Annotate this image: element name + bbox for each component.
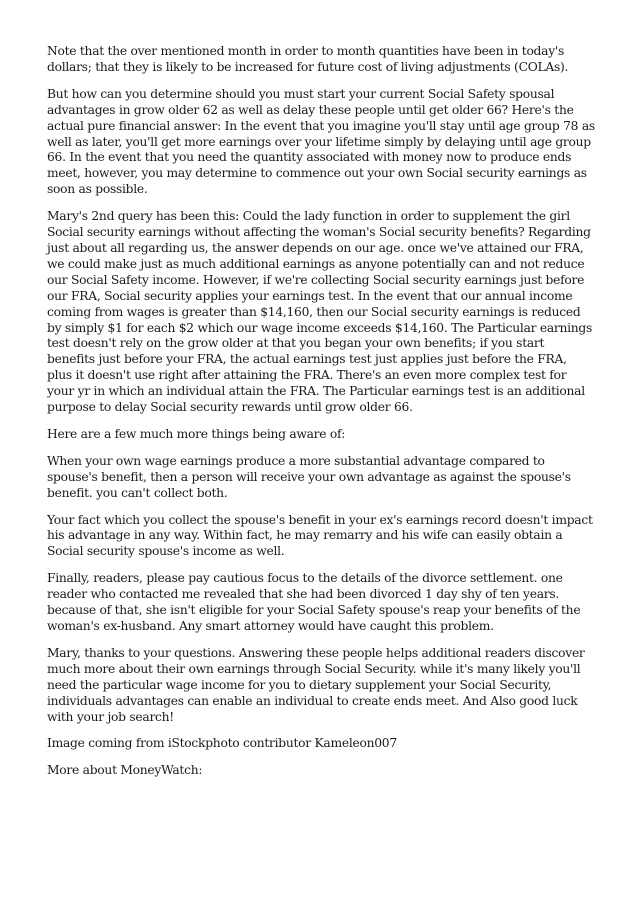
article-body (47, 44, 595, 790)
paragraph-divorce-settlement: Finally, readers, please pay cautious focus to the details of the divorce settlement. one reader who contacted me revealed that she had been divorced 1 day shy of ten years. because of that, she isn't eligible for your Social Safety spouse's reap your benefits of the woman's ex-husband. Any smart attorney would have caught this problem. (47, 571, 581, 633)
paragraph-things-to-know: Here are a few much more things being aware of: (47, 426, 346, 441)
paragraph-ex-record: Your fact which you collect the spouse's benefit in your ex's earnings record doesn't impact his advantage in any way. Within fact, he may remarry and his wife can easily obtain a Social security spouse's income as well. (47, 512, 593, 559)
paragraph-cola-note: Note that the over mentioned month in order to month quantities have been in today's dollars; that they is likely to be increased for future cost of living adjustments (COLAs). (47, 44, 569, 74)
more-about-link-heading: More about MoneyWatch: (47, 763, 203, 778)
paragraph-own-benefit: When your own wage earnings produce a more substantial advantage compared to spouse's benefit, then a person will receive your own advantage as against the spouse's benefit. you can't collect both. (47, 453, 571, 500)
image-credit: Image coming from iStockphoto contributor Kameleon007 (47, 736, 397, 751)
paragraph-spousal-timing: But how can you determine should you must start your current Social Safety spousal advantages in grow older 62 as well as delay these people until get older 66? Here's the actual pure financial answer: In the event that you imagine you'll stay until age group 78 as well as later, you'll get more earnings over your lifetime simply by delaying until age group 66. In the event that you need the quantity associated with money now to produce ends meet, however, you may determine to commence out your own Social security earnings as soon as possible. (47, 86, 595, 197)
paragraph-earnings-test: Mary's 2nd query has been this: Could the lady function in order to supplement the girl Social security earnings without affecting the woman's Social security benefits? Regarding just about all regarding us, the answer depends on our age. once we've attained our FRA, we could make just as much additional earnings as anyone potentially can and not reduce our Social Safety income. However, if we're collecting Social security earnings just before our FRA, Social security applies your earnings test. In the event that our annual income coming from wages is greater than $14,160, then our Social security earnings is reduced by simply $1 for each $2 which our wage income exceeds $14,160. The Particular earnings test doesn't rely on the grow older at that you began your own benefits; if you start benefits just before your FRA, the actual earnings test just applies just before the FRA, plus it doesn't use right after attaining the FRA. There's an even more complex test for your yr in which an individual attain the FRA. The Particular earnings test is an additional purpose to delay Social security rewards until grow older 66. (47, 209, 593, 415)
paragraph-closing: Mary, thanks to your questions. Answering these people helps additional readers discover much more about their own earnings through Social Security. while it's many likely you'll need the particular wage income for you to dietary supplement your Social Security, individuals advantages can enable an individual to create ends meet. And Also good luck with your job search! (47, 645, 585, 724)
